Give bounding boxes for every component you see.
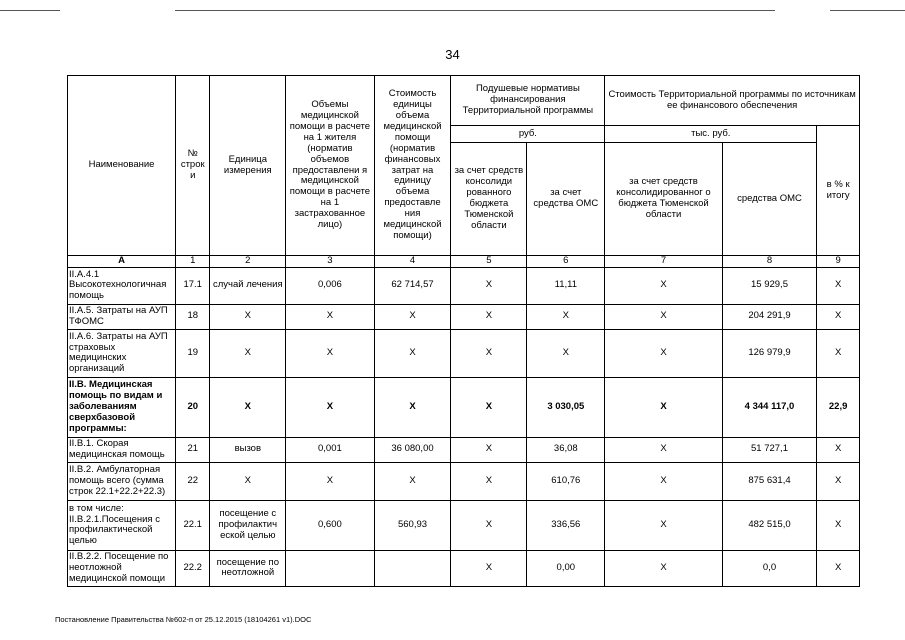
header-unit: Единица измерения — [210, 76, 286, 256]
row-oms-cost: 875 631,4 — [722, 462, 817, 500]
row-number: 22.2 — [176, 550, 210, 586]
row-unit: вызов — [210, 437, 286, 462]
row-budget-cost: X — [605, 377, 722, 437]
table-row — [68, 462, 860, 500]
row-budget-cost: X — [605, 329, 722, 377]
header-name: Наименование — [68, 76, 176, 256]
row-oms-cost: 482 515,0 — [722, 500, 817, 550]
row-percent: X — [817, 462, 860, 500]
row-percent: X — [817, 329, 860, 377]
row-number: 21 — [176, 437, 210, 462]
row-oms-per-capita: X — [527, 304, 605, 329]
row-percent: X — [817, 267, 860, 304]
row-unit: X — [210, 462, 286, 500]
table-row — [68, 377, 860, 437]
row-cost: X — [374, 304, 451, 329]
row-budget-cost: X — [605, 437, 722, 462]
top-rule-left — [0, 10, 60, 11]
row-unit: X — [210, 304, 286, 329]
document-footer: Постановление Правительства №602-п от 25.12.2015 (18104261 v1).DOC — [55, 615, 312, 624]
table-row — [68, 329, 860, 377]
row-volume: 0,006 — [286, 267, 374, 304]
top-rule-right — [830, 10, 905, 11]
row-number: 18 — [176, 304, 210, 329]
row-unit: X — [210, 329, 286, 377]
row-name: II.А.5. Затраты на АУП ТФОМС — [68, 304, 176, 329]
row-budget-per-capita: X — [451, 267, 527, 304]
row-oms-cost: 15 929,5 — [722, 267, 817, 304]
header-rub: руб. — [451, 126, 605, 143]
header-percent-total: в % к итогу — [817, 126, 860, 256]
row-oms-per-capita: 610,76 — [527, 462, 605, 500]
row-unit: посещение по неотложной — [210, 550, 286, 586]
row-budget-per-capita: X — [451, 329, 527, 377]
row-unit: случай лечения — [210, 267, 286, 304]
table-row — [68, 437, 860, 462]
row-cost: X — [374, 462, 451, 500]
row-cost: X — [374, 329, 451, 377]
row-number: 20 — [176, 377, 210, 437]
row-name: II.В.1. Скорая медицинская помощь — [68, 437, 176, 462]
top-rule-mid — [175, 10, 775, 11]
row-name: II.В.2.2. Посещение по неотложной медицинской помощи — [68, 550, 176, 586]
header-oms-funds-2: средства ОМС — [722, 143, 817, 256]
row-volume: X — [286, 304, 374, 329]
header-row-1 — [68, 76, 860, 126]
table-row — [68, 267, 860, 304]
row-percent: X — [817, 437, 860, 462]
header-program-cost: Стоимость Территориальной программы по источникам ее финансового обеспечения — [605, 76, 860, 126]
index-cell: 7 — [605, 256, 722, 268]
row-volume: X — [286, 329, 374, 377]
row-oms-cost: 204 291,9 — [722, 304, 817, 329]
row-budget-per-capita: X — [451, 437, 527, 462]
column-index-row — [68, 256, 860, 268]
row-unit: посещение с профилактич еской целью — [210, 500, 286, 550]
row-oms-per-capita: X — [527, 329, 605, 377]
row-oms-per-capita: 0,00 — [527, 550, 605, 586]
row-name: II.В. Медицинская помощь по видам и заболеваниям сверхбазовой программы: — [68, 377, 176, 437]
table-row — [68, 550, 860, 586]
row-cost: 36 080,00 — [374, 437, 451, 462]
table-row — [68, 500, 860, 550]
row-budget-cost: X — [605, 304, 722, 329]
row-percent: X — [817, 550, 860, 586]
row-name: II.В.2. Амбулаторная помощь всего (сумма строк 22.1+22.2+22.3) — [68, 462, 176, 500]
financing-table — [67, 75, 860, 587]
index-cell: 8 — [722, 256, 817, 268]
row-budget-per-capita: X — [451, 500, 527, 550]
row-volume: X — [286, 462, 374, 500]
row-name: II.А.4.1 Высокотехнологичная помощь — [68, 267, 176, 304]
header-budget-consolidated-2: за счет средств консолидированног о бюджета Тюменской области — [605, 143, 722, 256]
page-number: 34 — [445, 47, 460, 62]
row-oms-cost: 126 979,9 — [722, 329, 817, 377]
header-cost: Стоимость единицы объема медицинской помощи (норматив финансовых затрат на единицу объема предоставле ния медицинской помощи) — [374, 76, 451, 256]
index-cell: 2 — [210, 256, 286, 268]
row-budget-cost: X — [605, 550, 722, 586]
row-cost: 560,93 — [374, 500, 451, 550]
row-percent: 22,9 — [817, 377, 860, 437]
row-number: 17.1 — [176, 267, 210, 304]
row-oms-per-capita: 336,56 — [527, 500, 605, 550]
row-budget-per-capita: X — [451, 377, 527, 437]
header-row-no: № строк и — [176, 76, 210, 256]
header-volume: Объемы медицинской помощи в расчете на 1 жителя (норматив объемов предоставлени я медицинской помощи в расчете на 1 застрахованное лицо) — [286, 76, 374, 256]
row-budget-cost: X — [605, 462, 722, 500]
index-cell: А — [68, 256, 176, 268]
row-cost: 62 714,57 — [374, 267, 451, 304]
row-oms-per-capita: 36,08 — [527, 437, 605, 462]
row-number: 19 — [176, 329, 210, 377]
row-number: 22.1 — [176, 500, 210, 550]
row-budget-per-capita: X — [451, 304, 527, 329]
row-number: 22 — [176, 462, 210, 500]
row-percent: X — [817, 304, 860, 329]
row-unit: X — [210, 377, 286, 437]
row-budget-cost: X — [605, 500, 722, 550]
row-percent: X — [817, 500, 860, 550]
index-cell: 6 — [527, 256, 605, 268]
row-name: II.А.6. Затраты на АУП страховых медицинских организаций — [68, 329, 176, 377]
row-oms-per-capita: 3 030,05 — [527, 377, 605, 437]
row-volume — [286, 550, 374, 586]
row-volume: 0,600 — [286, 500, 374, 550]
row-volume: 0,001 — [286, 437, 374, 462]
row-cost — [374, 550, 451, 586]
header-oms-funds: за счет средства ОМС — [527, 143, 605, 256]
row-budget-per-capita: X — [451, 550, 527, 586]
row-oms-cost: 51 727,1 — [722, 437, 817, 462]
header-thous-rub: тыс. руб. — [605, 126, 817, 143]
row-name: в том числе: II.В.2.1.Посещения с профилактической целью — [68, 500, 176, 550]
index-cell: 4 — [374, 256, 451, 268]
row-oms-per-capita: 11,11 — [527, 267, 605, 304]
row-budget-per-capita: X — [451, 462, 527, 500]
index-cell: 3 — [286, 256, 374, 268]
row-oms-cost: 4 344 117,0 — [722, 377, 817, 437]
header-budget-consolidated: за счет средств консолиди рованного бюджета Тюменской области — [451, 143, 527, 256]
row-oms-cost: 0,0 — [722, 550, 817, 586]
row-volume: X — [286, 377, 374, 437]
table-row — [68, 304, 860, 329]
header-per-capita: Подушевые нормативы финансирования Территориальной программы — [451, 76, 605, 126]
row-budget-cost: X — [605, 267, 722, 304]
index-cell: 5 — [451, 256, 527, 268]
index-cell: 9 — [817, 256, 860, 268]
index-cell: 1 — [176, 256, 210, 268]
row-cost: X — [374, 377, 451, 437]
